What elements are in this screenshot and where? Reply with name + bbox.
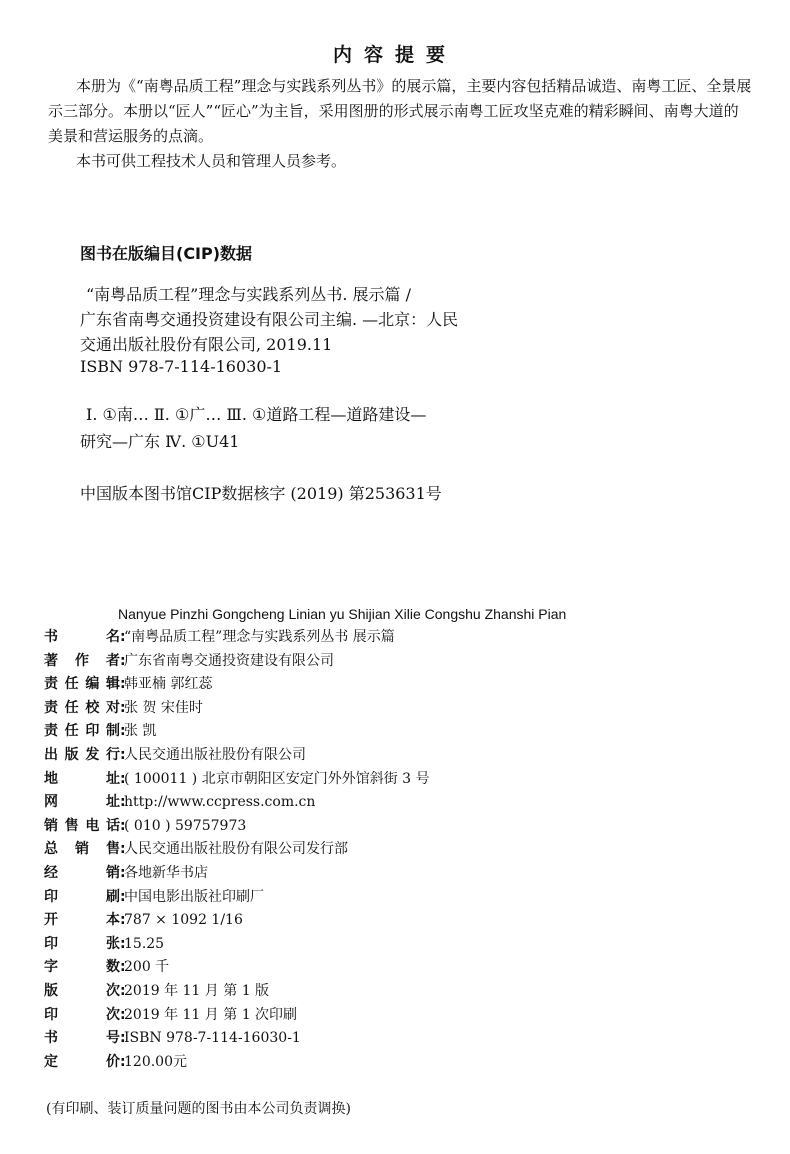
- info-label: 印次: [44, 1006, 120, 1023]
- info-label: 定价: [44, 1053, 120, 1070]
- summary-paragraph: 本册为《“南粤品质工程”理念与实践系列丛书》的展示篇，主要内容包括精品诚造、南粤工匠、全景展示三部分。本册以“匠人”“匠心”为主旨，采用图册的形式展示南粤工匠攻坚克难的精彩瞬间、南粤大道的美景和营运服务的点滴。: [48, 77, 752, 145]
- info-row-sales-phone: [44, 815, 744, 839]
- cip-heading: 图书在版编目(CIP)数据: [80, 244, 253, 263]
- info-label: 销售电话: [44, 817, 120, 834]
- info-label: 网址: [44, 794, 120, 811]
- info-label: 责任印制: [44, 723, 120, 740]
- info-value: 人民交通出版社股份有限公司发行部: [124, 841, 348, 858]
- info-colon: :: [120, 888, 126, 905]
- summary-title: 内容提要: [332, 44, 457, 66]
- cip-classification: 研究—广东 Ⅳ. ①U41: [80, 432, 240, 451]
- info-value: ( 010 ) 59757973: [124, 817, 247, 834]
- info-row-publisher: [44, 744, 744, 768]
- info-value: 张 凯: [124, 723, 157, 740]
- info-label: 总销售: [44, 841, 120, 858]
- info-colon: :: [120, 652, 126, 669]
- info-value: 2019 年 11 月 第 1 版: [124, 982, 270, 999]
- info-row-address: [44, 768, 744, 792]
- quality-note: (有印刷、装订质量问题的图书由本公司负责调换): [46, 1101, 351, 1117]
- info-label: 字数: [44, 959, 120, 976]
- info-value: http://www.ccpress.com.cn: [124, 794, 316, 811]
- info-colon: :: [120, 1053, 126, 1070]
- info-row-title: [44, 626, 744, 650]
- cip-line: “南粤品质工程”理念与实践系列丛书. 展示篇 /: [86, 285, 412, 304]
- info-label: 版次: [44, 982, 120, 999]
- info-label: 开本: [44, 912, 120, 929]
- info-value: 787 × 1092 1/16: [124, 912, 243, 929]
- info-label: 著作者: [44, 652, 120, 669]
- cip-line: 交通出版社股份有限公司, 2019.11: [80, 335, 333, 354]
- info-value: 人民交通出版社股份有限公司: [124, 746, 306, 763]
- info-value: “南粤品质工程”理念与实践系列丛书 展示篇: [124, 629, 395, 645]
- cip-record-number: 中国版本图书馆CIP数据核字 (2019) 第253631号: [80, 484, 442, 503]
- summary-paragraph: 本书可供工程技术人员和管理人员参考。: [76, 152, 347, 170]
- info-value: 韩亚楠 郭红蕊: [124, 676, 213, 693]
- info-row-print-supervisor: [44, 720, 744, 744]
- info-colon: :: [120, 629, 126, 645]
- info-row-proofreader: [44, 697, 744, 721]
- info-colon: :: [120, 982, 126, 999]
- info-row-price: [44, 1051, 744, 1075]
- info-colon: :: [120, 935, 126, 952]
- info-value: ISBN 978-7-114-16030-1: [124, 1030, 301, 1047]
- info-label: 责任编辑: [44, 676, 120, 693]
- info-colon: :: [120, 959, 126, 976]
- info-colon: :: [120, 699, 126, 716]
- info-value: 200 千: [124, 959, 170, 976]
- info-row-impression: [44, 1004, 744, 1028]
- info-row-editor: [44, 673, 744, 697]
- info-value: 中国电影出版社印刷厂: [124, 888, 264, 905]
- info-row-printer: [44, 886, 744, 910]
- publication-info: [44, 626, 744, 1074]
- info-colon: :: [120, 817, 126, 834]
- info-colon: :: [120, 723, 126, 740]
- info-colon: :: [120, 912, 126, 929]
- info-row-isbn: [44, 1027, 744, 1051]
- info-row-distributor: [44, 862, 744, 886]
- info-value: 各地新华书店: [124, 864, 208, 881]
- info-value: ( 100011 ) 北京市朝阳区安定门外外馆斜街 3 号: [124, 770, 430, 787]
- info-label: 书名: [44, 629, 120, 645]
- info-colon: :: [120, 864, 126, 881]
- info-label: 经销: [44, 864, 120, 881]
- info-row-format: [44, 909, 744, 933]
- info-label: 书号: [44, 1030, 120, 1047]
- info-colon: :: [120, 1006, 126, 1023]
- cip-isbn: ISBN 978-7-114-16030-1: [80, 357, 283, 376]
- info-row-edition: [44, 980, 744, 1004]
- info-value: 15.25: [124, 935, 165, 952]
- info-colon: :: [120, 746, 126, 763]
- info-row-general-sales: [44, 838, 744, 862]
- info-value: 张 贺 宋佳时: [124, 699, 203, 716]
- info-colon: :: [120, 841, 126, 858]
- info-row-website: [44, 791, 744, 815]
- info-colon: :: [120, 1030, 126, 1047]
- info-colon: :: [120, 794, 126, 811]
- info-label: 地址: [44, 770, 120, 787]
- cip-classification: Ⅰ. ①南… Ⅱ. ①广… Ⅲ. ①道路工程—道路建设—: [86, 405, 427, 424]
- info-value: 广东省南粤交通投资建设有限公司: [124, 652, 334, 669]
- pinyin-title: Nanyue Pinzhi Gongcheng Linian yu Shijian Xilie Congshu Zhanshi Pian: [118, 606, 567, 622]
- info-label: 印张: [44, 935, 120, 952]
- info-value: 2019 年 11 月 第 1 次印刷: [124, 1006, 298, 1023]
- info-value: 120.00元: [124, 1053, 187, 1070]
- info-row-word-count: [44, 956, 744, 980]
- info-row-author: [44, 650, 744, 674]
- info-colon: :: [120, 770, 126, 787]
- cip-line: 广东省南粤交通投资建设有限公司主编. —北京：人民: [80, 310, 459, 329]
- info-label: 出版发行: [44, 746, 120, 763]
- info-row-sheets: [44, 933, 744, 957]
- info-label: 印刷: [44, 888, 120, 905]
- info-colon: :: [120, 676, 126, 693]
- info-label: 责任校对: [44, 699, 120, 716]
